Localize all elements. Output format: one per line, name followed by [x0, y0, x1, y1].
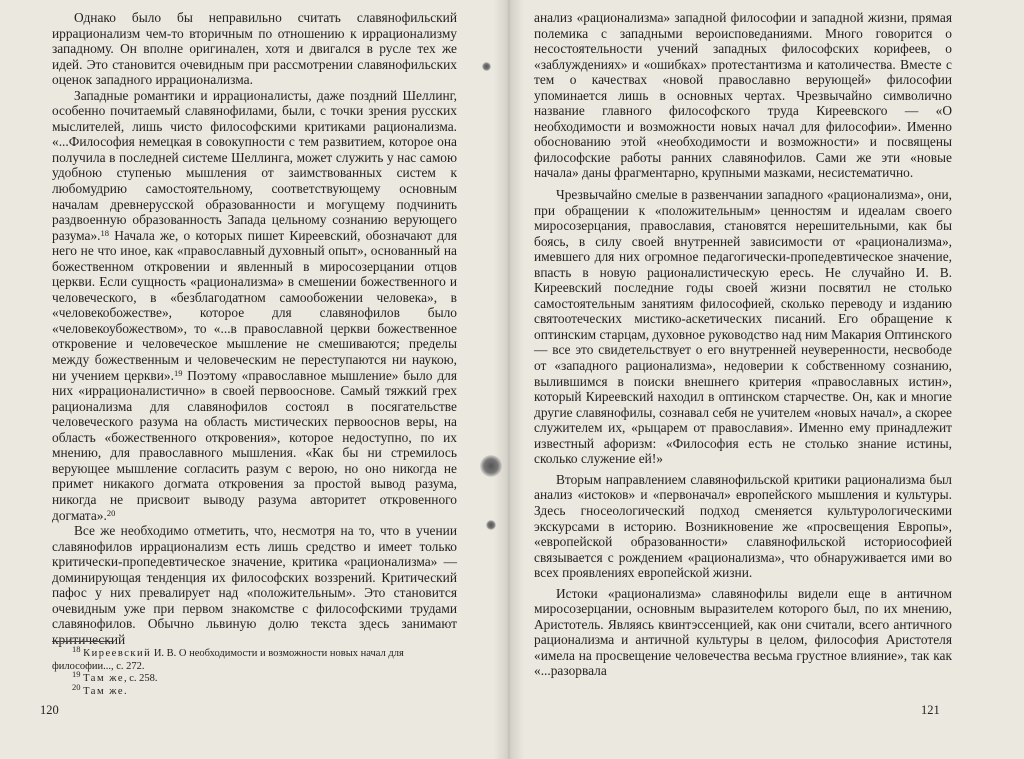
- ink-blot: [482, 62, 491, 71]
- footnote: $^{18}$ Киреевский И. В. О необходимости и возможности новых начал для философии..., с. 272.: [52, 644, 404, 672]
- page-number: 120: [40, 703, 59, 717]
- left-page-body: [52, 10, 457, 647]
- paragraph: Чрезвычайно смелые в развенчании западного «рационализма», они, при обращении к «положительным» ценностям и идеалам своего миросозерцания, православия, становятся нерешительными, как бы боясь, в силу своей внутренней зависимости от «рационализма», имевшего для них огромное педагогически-пропедевтическое значение, впасть в новую рационалистическую ересь. Не случайно И. В. Киреевский последние годы своей жизни посвятил не столько самостоятельным занятиям философией, сколько переводу и изданию святоотеческих мистико-аскетических писаний. Его обращение к оптинским старцам, духовное руководство над ним Макария Оптинского — все это свидетельствует о его внутренней неуверенности, несвободе от «западного рационализма», недоверии к собственному сознанию, вылившимся в поиски внешнего критерия «православных истин», который Киреевский находил в оптинском старчестве. Он, как и многие другие славянофилы, сознавал себя не учителем «новых начал», а скорее служителем их, «рыцарем от православия». Именно ему принадлежит известный афоризм: «Философия есть не столько знание истины, сколько служение ей!»: [534, 187, 952, 467]
- footnote: $^{20}$ Там же.: [72, 681, 127, 697]
- footnote-divider: [52, 641, 114, 642]
- left-page: [0, 0, 509, 759]
- paragraph: Западные романтики и иррационалисты, даже поздний Шеллинг, особенно почитаемый славянофилами, были, с точки зрения русских мыслителей, лишь чисто философскими критиками рационализма. «...Философия немецкая в совокупности с тем развитием, которое она получила в последней системе Шеллинга, может служить у нас самою удобною ступенью мышления от заимствованных систем к любомудрию самостоятельному, соответствующему основным началам древнерусской образованности и могущему подчинить раздвоенную образованность Запада цельному сознанию верующего разума».$^{18}$ Начала же, о которых пишет Киреевский, обозначают для него не что иное, как «православный духовный опыт», основанный на божественном откровении и явленный в миросозерцании отцов церкви. Если сущность «рационализма» в смешении божественного и человеческого, в «безблагодатном самообожении человека», в «человекобожестве», которое для славянофилов было «человекоубожеством», то «...в православной церкви божественное откровение и человеческое мышление не смешиваются; пределы между божественным и человеческим не переступаются ни наукою, ни учением церкви».$^{19}$ Поэтому «православное мышление» было для них «иррационалистично» в своей первооснове. Самый тяжкий грех рационализма для славянофилов состоял в посягательстве человеческого разума на область мистических первооснов веры, на область «божественного откровения», которое недоступно, по их мнению, для православного мышления. «Как бы ни стремилось верующее мышление согласить разум с верою, но оно никогда не примет никакого догмата откровения за простой вывод разума, никогда не присвоит выводу разума авторитет откровенного догмата».$^{20}$: [52, 87, 457, 523]
- paragraph: Вторым направлением славянофильской критики рационализма был анализ «истоков» и «первоначал» европейского мышления и культуры. Здесь гносеологический подход сменяется культурологическими экскурсами в историю. Возникновение же «просвещения Европы», «европейской образованности» славянофильской историософией связывается с рождением «рационализма», что обнаруживается ими во всех проявлениях европейской жизни.: [534, 471, 952, 581]
- right-page: [509, 0, 1024, 759]
- footnote-ref[interactable]: 18: [100, 227, 110, 238]
- footnote-ref[interactable]: 20: [106, 507, 116, 518]
- page-number: 121: [921, 703, 940, 717]
- paragraph: анализ «рационализма» западной философии и западной жизни, прямая полемика с западными вероисповеданиями. Много говорится о несостоятельности учений западных философских корифеев, о «заблуждениях» и «ошибках» протестантизма и католичества. Вместе с тем о качествах «новой православно верующей» философии упоминается лишь в основных чертах. Чрезвычайно символично название главного философского труда Киреевского — «О необходимости и возможности новых начал для философии». Именно обоснованию этой «необходимости и возможности» и посвящены философские работы ранних славянофилов. Сами же эти «новые начала» даны фрагментарно, крупными мазками, несистематично.: [534, 10, 952, 181]
- footnotes: [52, 644, 462, 698]
- paragraph: Однако было бы неправильно считать славянофильский иррационализм чем-то вторичным по отношению к иррационализму западному. Он вполне оригинален, хотя и двигался в русле тех же идей. Это становится очевидным при рассмотрении славянофильских оценок западного иррационализма.: [52, 10, 457, 88]
- paragraph: Все же необходимо отметить, что, несмотря на то, что в учении славянофилов иррационализм есть лишь средство и имеет только критически-пропедевтическое значение, критика «рационализма» — доминирующая тенденция их философских воззрений. Критический пафос у них превалирует над «положительным». Это становится очевидным уже при первом знакомстве с философскими трудами славянофилов. Обычно львиную долю текста здесь занимают критический: [52, 523, 457, 647]
- paragraph: Истоки «рационализма» славянофилы видели еще в античном миросозерцании, основным выразителем которого был, по их мнению, Аристотель. Являясь квинтэссенцией, как они считали, всего античного рационализма и античной культуры в целом, философия Аристотеля «имела на просвещение человечества весьма грустное влияние», так как «...разорвала: [534, 585, 952, 679]
- footnote-ref[interactable]: 19: [173, 367, 183, 378]
- ink-blot: [480, 455, 502, 477]
- ink-blot: [486, 520, 496, 530]
- right-page-body: [534, 10, 952, 679]
- footnote: $^{19}$ Там же, с. 258.: [72, 669, 158, 685]
- book-gutter: [494, 0, 524, 759]
